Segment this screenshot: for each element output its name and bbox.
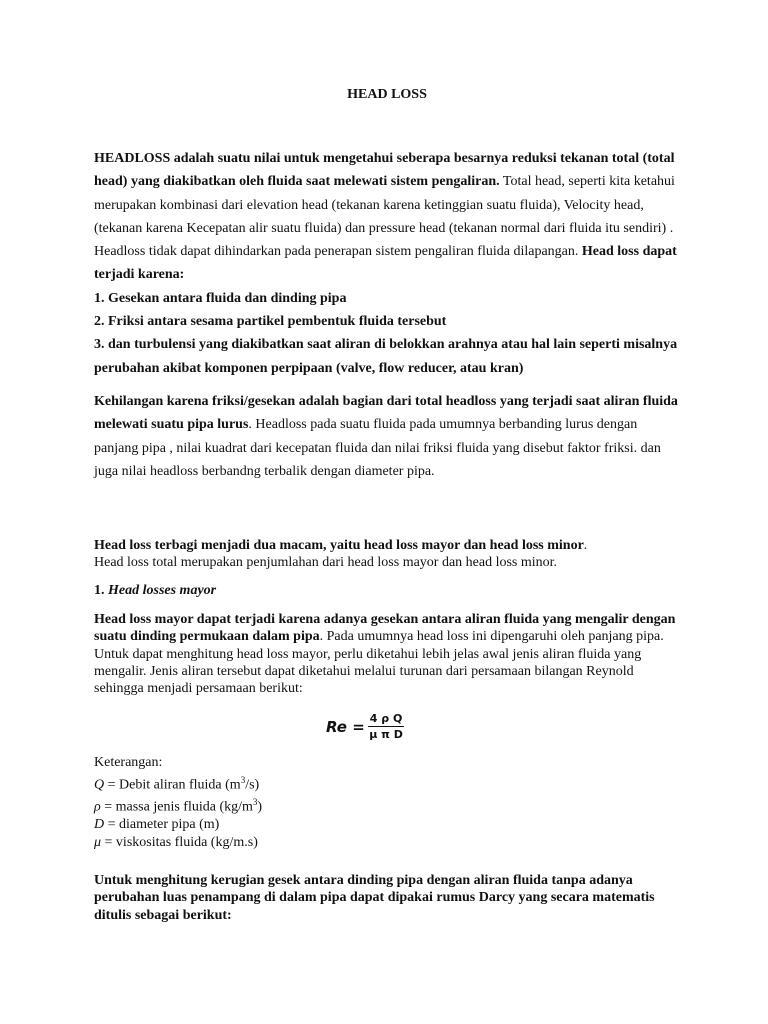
friction-paragraph [94, 390, 680, 483]
intro-paragraph [94, 147, 680, 287]
legend-item: Q = Debit aliran fluida $(m^3/s)$ [94, 774, 260, 793]
darcy-section [94, 872, 680, 924]
formula-numerator: 4 ρ Q [369, 712, 403, 725]
types-total-text: Head loss total merupakan penjumlahan dari head loss mayor dan head loss minor. [94, 555, 558, 571]
legend-heading: Keterangan: [94, 755, 163, 770]
major-section [94, 611, 680, 697]
darcy-paragraph: Untuk menghitung kerugian gesek antara dinding pipa dengan aliran fluida tanpa adanya perubahan luas penampang di dalam pipa dapat dipakai rumus Darcy yang secara matematis ditulis sebagai berikut: [94, 873, 655, 923]
major-bold: Head loss mayor dapat terjadi karena adanya gesekan antara aliran fluida yang mengalir dengan suatu dinding permukaan dalam pipa [94, 612, 676, 645]
cause-item: 2. Friksi antara sesama partikel pembentuk fluida tersebut [94, 314, 447, 330]
cause-item: 3. dan turbulensi yang diakibatkan saat aliran di belokkan arahnya atau hal lain seperti misalnya perubahan akibat komponen perpipaan (valve, flow reducer, atau kran) [94, 337, 678, 376]
friction-section [94, 390, 680, 483]
intro-bold-tail: Head loss dapat terjadi karena: [94, 244, 677, 283]
legend-item: μ = viskositas fluida (kg/m.s) [94, 834, 258, 850]
formula-denominator: μ π D [369, 728, 403, 741]
major-heading: 1. Head losses mayor [94, 583, 217, 598]
legend-item: ρ = massa jenis fluida $(kg/m^3)$ [94, 796, 263, 815]
types-bold: Head loss terbagi menjadi dua macam, yaitu head loss mayor dan head loss minor [94, 538, 584, 553]
major-heading-label: Head losses mayor [108, 583, 217, 598]
cause-item: 1. Gesekan antara fluida dan dinding pipa [94, 290, 347, 306]
major-paragraph [94, 611, 680, 697]
friction-text: . Headloss pada suatu fluida pada umumnya berbanding lurus dengan panjang pipa , nilai kuadrat dari kecepatan fluida dan nilai friksi fluida yang disebut faktor friksi. dan juga nilai headloss berbandng terbalik dengan diameter pipa. [94, 417, 661, 479]
page-title: HEAD LOSS [347, 87, 427, 102]
major-text: . Pada umumnya head loss ini dipengaruhi oleh panjang pipa. Untuk dapat menghitung head loss mayor, perlu diketahui lebih jelas awal jenis aliran fluida yang mengalir. Jenis aliran tersebut dapat diketahui melalui turunan dari persamaan bilangan Reynold sehingga menjadi persamaan berikut: [94, 629, 664, 697]
types-paragraph: Head loss terbagi menjadi dua macam, yaitu head loss mayor dan head loss minor. [94, 538, 588, 553]
friction-bold-lead: Kehilangan karena friksi/gesekan adalah bagian dari total headloss yang terjadi saat aliran fluida melewati suatu pipa lurus [94, 394, 678, 433]
intro-section [94, 147, 680, 380]
reynolds-formula [326, 712, 404, 741]
legend-section [94, 754, 262, 851]
formula-fraction [368, 712, 405, 741]
intro-bold-lead: HEADLOSS adalah suatu nilai untuk mengetahui seberapa besarnya reduksi tekanan total (total head) yang diakibatkan oleh fluida saat melewati sistem pengaliran. [94, 151, 675, 190]
intro-text: Total head, seperti kita ketahui merupakan kombinasi dari elevation head (tekanan karena ketinggian suatu fluida), Velocity head, (tekanan karena Kecepatan alir suatu fluida) dan pressure head (tekanan normal dari fluida itu sendiri) . Headloss tidak dapat dihindarkan pada penerapan sistem pengaliran fluida dilapangan. [94, 174, 675, 260]
types-section [94, 537, 680, 572]
legend-item: D = diameter pipa (m) [94, 817, 220, 833]
formula-lhs: Re = [326, 717, 365, 736]
